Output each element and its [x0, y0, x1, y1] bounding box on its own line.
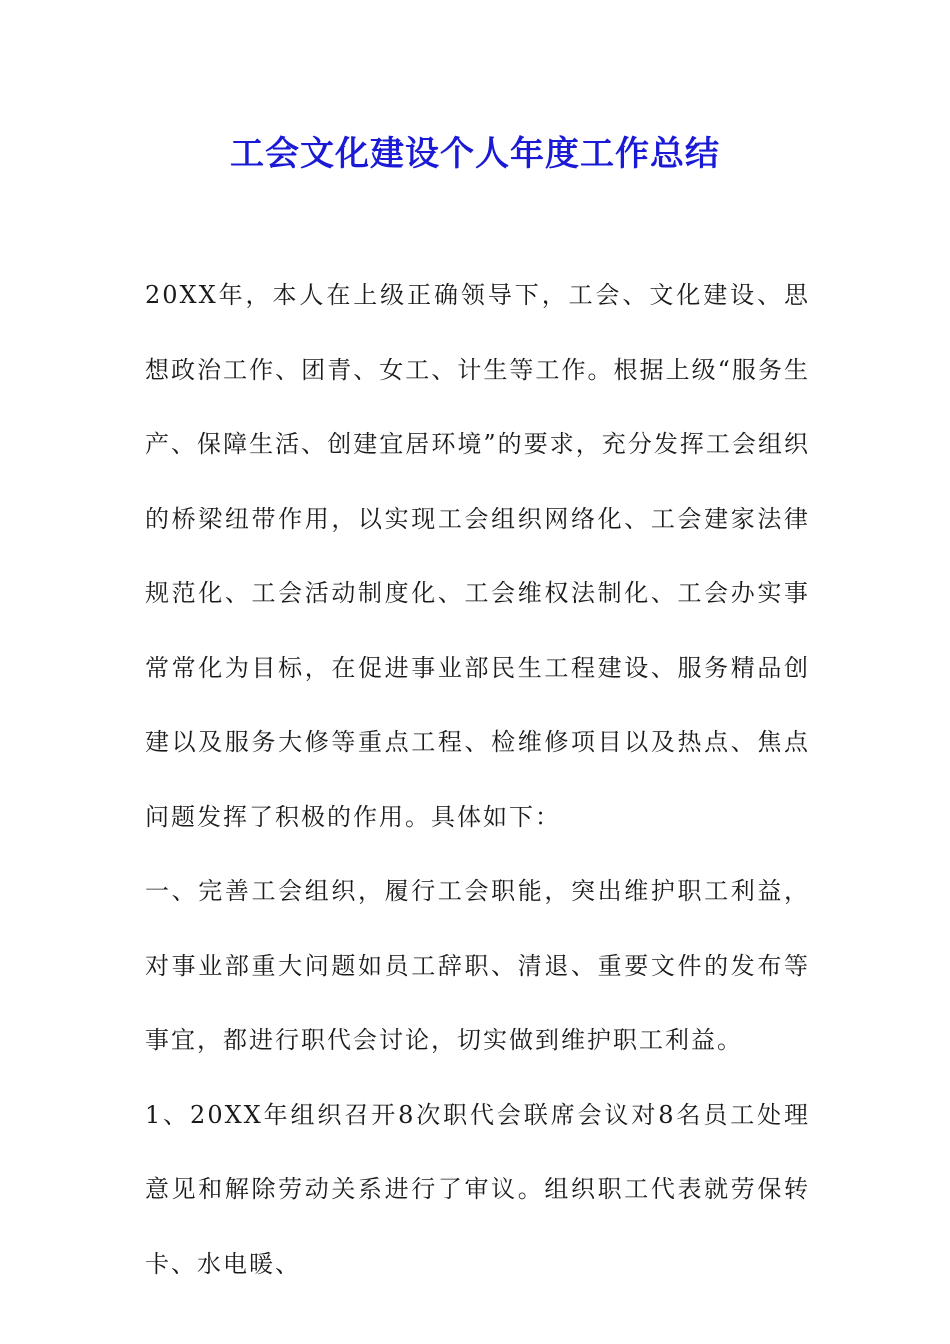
paragraph-intro: 20XX年，本人在上级正确领导下，工会、文化建设、思想政治工作、团青、女工、计生等工作。根据上级“服务生产、保障生活、创建宜居环境”的要求，充分发挥工会组织的桥梁纽带作用，以实现工会组织网络化、工会建家法律规范化、工会活动制度化、工会维权法制化、工会办实事常常化为目标，在促进事业部民生工程建设、服务精品创建以及服务大修等重点工程、检维修项目以及热点、焦点问题发挥了积极的作用。具体如下：	[145, 281, 810, 831]
paragraph-section-one: 一、完善工会组织，履行工会职能，突出维护职工利益，对事业部重大问题如员工辞职、清退、重要文件的发布等事宜，都进行职代会讨论，切实做到维护职工利益。	[145, 877, 810, 1054]
document-body	[145, 258, 810, 1301]
paragraph-item-one: 1、20XX年组织召开8次职代会联席会议对8名员工处理意见和解除劳动关系进行了审议。组织职工代表就劳保转卡、水电暖、	[145, 1100, 810, 1278]
document-title: 工会文化建设个人年度工作总结	[230, 134, 720, 174]
